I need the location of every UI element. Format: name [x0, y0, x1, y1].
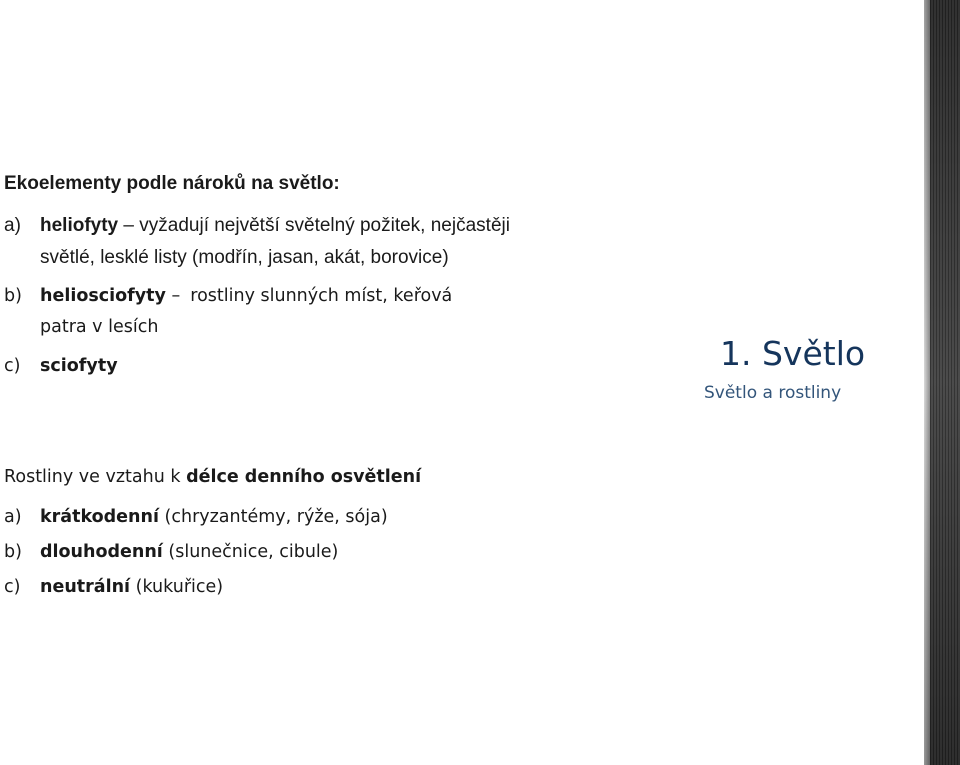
slide-title: 1. Světlo — [720, 334, 866, 373]
section-heading-light-requirements: Ekoelementy podle nároků na světlo: — [4, 173, 340, 194]
item-examples: (slunečnice, cibule) — [168, 542, 339, 562]
item-examples: (kukuřice) — [135, 577, 224, 597]
list-item — [4, 500, 421, 535]
term-neutralni: neutrální — [40, 577, 131, 597]
decorative-side-stripe — [924, 0, 960, 765]
list-marker: a) — [4, 507, 22, 527]
item-description: vyžadují největší světelný požitek, nejčastěji světlé, lesklé listy (modřín, jasan, akát, borovice) — [40, 215, 510, 268]
slide-subtitle: Světlo a rostliny — [704, 383, 842, 403]
dash: – — [171, 286, 181, 306]
list-item — [4, 350, 544, 382]
term-dlouhodenni: dlouhodenní — [40, 542, 163, 562]
heading-emphasis: délce denního osvětlení — [186, 467, 422, 487]
day-length-list — [4, 500, 421, 605]
term-sciofyty: sciofyty — [40, 356, 118, 376]
list-item — [4, 210, 544, 274]
title-block — [690, 334, 900, 403]
day-length-section — [4, 460, 421, 605]
item-description-continued: patra v lesích — [40, 317, 159, 337]
ecoelements-list — [4, 210, 544, 382]
term-heliofyty: heliofyty — [40, 215, 119, 236]
item-description: rostliny slunných míst, keřová — [190, 286, 453, 306]
section-heading-day-length — [4, 460, 421, 494]
dash: – — [123, 215, 134, 236]
list-marker: b) — [4, 286, 22, 306]
term-kratkodenni: krátkodenní — [40, 507, 159, 527]
list-item — [4, 535, 421, 570]
list-item — [4, 570, 421, 605]
item-examples: (chryzantémy, rýže, sója) — [164, 507, 388, 527]
list-marker: a) — [4, 215, 21, 236]
list-marker: c) — [4, 356, 21, 376]
list-marker: c) — [4, 577, 21, 597]
heading-prefix: Rostliny ve vztahu k — [4, 467, 181, 487]
list-item — [4, 280, 544, 342]
term-heliosciofyty: heliosciofyty — [40, 286, 166, 306]
list-marker: b) — [4, 542, 22, 562]
